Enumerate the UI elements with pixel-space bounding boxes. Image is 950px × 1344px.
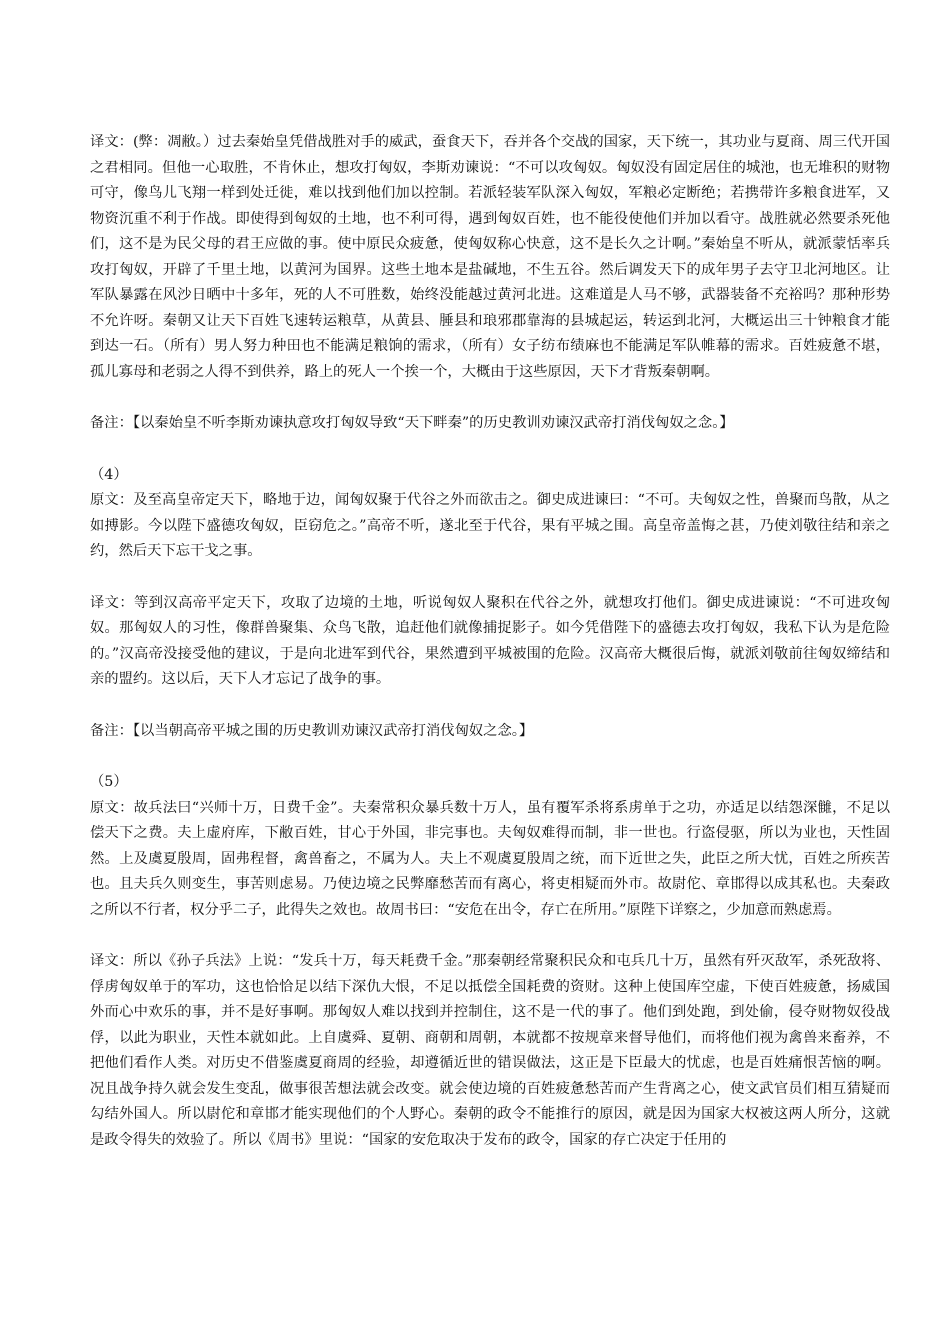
section-3-note: 备注：【以秦始皇不听李斯劝谏执意攻打匈奴导致“天下畔秦”的历史教训劝谏汉武帝打消伐匈奴之念。】 — [90, 415, 734, 431]
paragraph-gap — [90, 744, 890, 770]
paragraph-gap — [90, 385, 890, 411]
paragraph-gap — [90, 565, 890, 591]
section-3-translation: 译文：(弊：凋敝。）过去秦始皇凭借战胜对手的威武，蚕食天下，吞并各个交战的国家，天下统一，其功业与夏商、周三代开国之君相同。但他一心取胜，不肯休止，想攻打匈奴，李斯劝谏说：“不可以攻匈奴。匈奴没有固定居住的城池，也无堆积的财物可守，像鸟儿飞翔一样到处迁徙，难以找到他们加以控制。若派轻装军队深入匈奴，军粮必定断绝；若携带许多粮食进军，又物资沉重不利于作战。即使得到匈奴的土地，也不利可得，遇到匈奴百姓，也不能役使他们并加以看守。战胜就必然要杀死他们，这不是为民父母的君王应做的事。使中原民众疲惫，使匈奴称心快意，这不是长久之计啊。”秦始皇不听从，就派蒙恬率兵攻打匈奴，开辟了千里土地，以黄河为国界。这些土地本是盐碱地，不生五谷。然后调发天下的成年男子去守卫北河地区。让军队暴露在风沙日晒中十多年，死的人不可胜数，始终没能越过黄河北进。这难道是人马不够，武器装备不充裕吗？那种形势不允许呀。秦朝又让天下百姓飞速转运粮草，从黄县、腄县和琅邪郡靠海的县城起运，转运到北河，大概运出三十钟粮食才能到达一石。（所有）男人努力种田也不能满足粮饷的需求，（所有）女子纺布绩麻也不能满足军队帷幕的需求。百姓疲惫不堪，孤儿寡母和老弱之人得不到供养，路上的死人一个挨一个，大概由于这些原因，天下才背叛秦朝啊。 — [90, 134, 890, 380]
section-4-translation: 译文：等到汉高帝平定天下，攻取了边境的土地，听说匈奴人聚积在代谷之外，就想攻打他们。御史成进谏说：“不可进攻匈奴。那匈奴人的习性，像群兽聚集、众鸟飞散，追赶他们就像捕捉影子。如今凭借陛下的盛德去攻打匈奴，我私下认为是危险的。”汉高帝没接受他的建议，于是向北进军到代谷，果然遭到平城被围的危险。汉高帝大概很后悔，就派刘敬前往匈奴缔结和亲的盟约。这以后，天下人才忘记了战争的事。 — [90, 594, 890, 687]
section-4-original: 原文：及至高皇帝定天下，略地于边，闻匈奴聚于代谷之外而欲击之。御史成进谏曰：“不可。夫匈奴之性，兽聚而鸟散，从之如搏影。今以陛下盛德攻匈奴，臣窃危之。”高帝不听，遂北至于代谷，果有平城之围。高皇帝盖悔之甚，乃使刘敬往结和亲之约，然后天下忘干戈之事。 — [90, 492, 890, 559]
section-4-number: （4） — [90, 466, 128, 483]
paragraph-gap — [90, 693, 890, 719]
section-5-original: 原文：故兵法曰“兴师十万，日费千金”。夫秦常积众暴兵数十万人，虽有覆军杀将系虏单于之功，亦适足以结怨深雠，不足以偿天下之费。夫上虚府库，下敝百姓，甘心于外国，非完事也。夫匈奴难得而制，非一世也。行盗侵驱，所以为业也，天性固然。上及虞夏殷周，固弗程督，禽兽畜之，不属为人。夫上不观虞夏殷周之统，而下近世之失，此臣之所大忧，百姓之所疾苦也。且夫兵久则变生，事苦则虑易。乃使边境之民弊靡愁苦而有离心，将吏相疑而外市。故尉佗、章邯得以成其私也。夫秦政之所以不行者，权分乎二子，此得失之效也。故周书曰：“安危在出令，存亡在所用。”原陛下详察之，少加意而熟虑焉。 — [90, 799, 890, 918]
paragraph-gap — [90, 923, 890, 949]
document-page — [90, 130, 890, 1153]
section-5-translation: 译文：所以《孙子兵法》上说：“发兵十万，每天耗费千金。”那秦朝经常聚积民众和屯兵几十万，虽然有歼灭敌军，杀死敌将、俘虏匈奴单于的军功，这也恰恰足以结下深仇大恨，不足以抵偿全国耗费的资财。这种上使国库空虚，下使百姓疲惫，扬威国外而心中欢乐的事，并不是好事啊。那匈奴人难以找到并控制住，这不是一代的事了。他们到处跑，到处偷，侵夺财物奴役战俘，以此为职业，天性本就如此。上自虞舜、夏朝、商朝和周朝，本就都不按规章来督导他们，而将他们视为禽兽来畜养，不把他们看作人类。对历史不借鉴虞夏商周的经验，却遵循近世的错误做法，这正是下臣最大的忧虑，也是百姓痛恨苦恼的啊。况且战争持久就会发生变乱，做事很苦想法就会改变。就会使边境的百姓疲惫愁苦而产生背离之心，使文武官员们相互猜疑而勾结外国人。所以尉佗和章邯才能实现他们的个人野心。秦朝的政令不能推行的原因，就是因为国家大权被这两人所分，这就是政令得失的效验了。所以《周书》里说：“国家的安危取决于发布的政令，国家的存亡决定于任用的 — [90, 953, 890, 1148]
paragraph-gap — [90, 437, 890, 463]
section-4-note: 备注：【以当朝高帝平城之围的历史教训劝谏汉武帝打消伐匈奴之念。】 — [90, 722, 534, 739]
section-5-number: （5） — [90, 774, 128, 790]
